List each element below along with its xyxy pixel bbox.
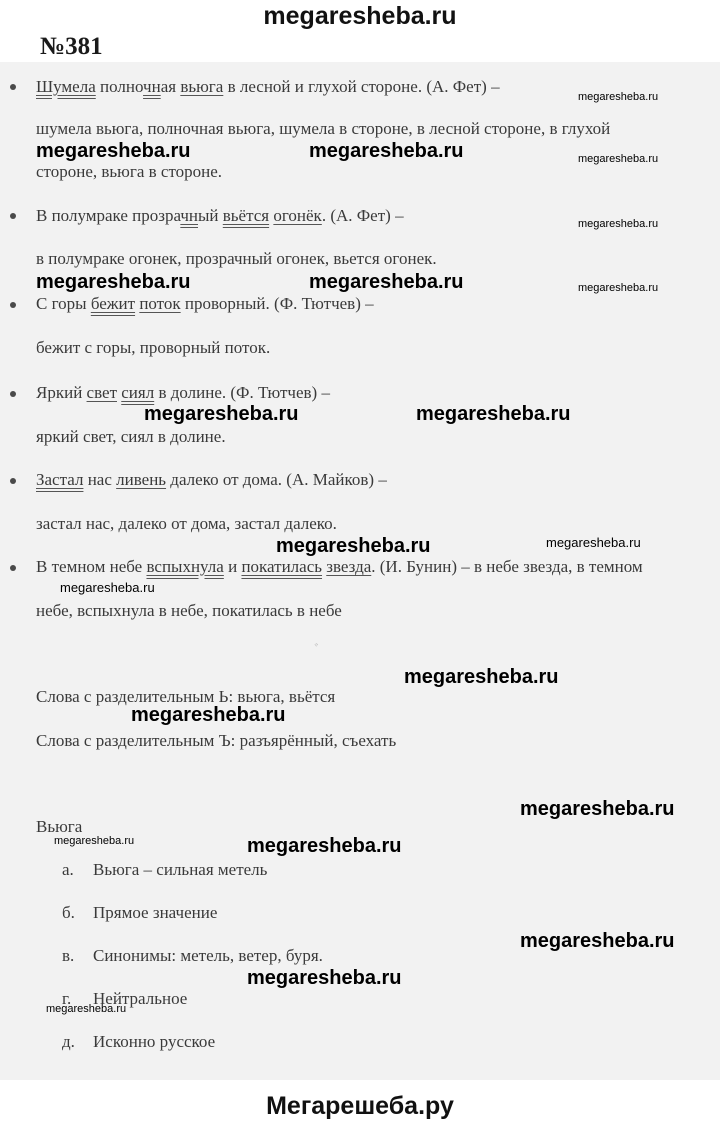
answer-3: бежит с горы, проворный поток. — [36, 338, 271, 357]
bullet — [10, 565, 16, 571]
site-header[interactable]: megaresheba.ru — [263, 2, 457, 30]
letter-group: чн — [143, 77, 161, 96]
watermark-small: megaresheba.ru — [546, 535, 641, 550]
bullet — [10, 84, 16, 90]
watermark: megaresheba.ru — [309, 271, 464, 293]
sentence-3: С горы бежит поток проворный. (Ф. Тютчев) – — [36, 294, 374, 313]
watermark: megaresheba.ru — [520, 930, 675, 952]
subject: звезда — [326, 557, 372, 576]
sentence-2: В полумраке прозрачный вьётся огонёк. (А. Фет) – — [36, 206, 404, 225]
bullet — [10, 302, 16, 308]
watermark-small: megaresheba.ru — [578, 153, 659, 165]
subject: свет — [86, 383, 117, 402]
watermark: megaresheba.ru — [276, 535, 431, 557]
predicate: Шумела — [36, 77, 96, 96]
watermark: megaresheba.ru — [36, 140, 191, 162]
watermark: megaresheba.ru — [520, 798, 675, 820]
answer-2: в полумраке огонек, прозрачный огонек, вьется огонек. — [36, 249, 437, 268]
watermark-small: megaresheba.ru — [578, 282, 659, 294]
bullet — [10, 391, 16, 397]
answer-1-line-1: шумела вьюга, полночная вьюга, шумела в стороне, в лесной стороне, в глухой — [36, 119, 611, 138]
predicate: сиял — [121, 383, 155, 402]
watermark: megaresheba.ru — [36, 271, 191, 293]
predicate: покатилась — [241, 557, 323, 576]
watermark: megaresheba.ru — [131, 704, 286, 726]
scan-mark: ﾞ — [314, 644, 321, 659]
watermark-small: megaresheba.ru — [60, 580, 155, 595]
answer-1-line-2: стороне, вьюга в стороне. — [36, 162, 223, 181]
watermark-small: megaresheba.ru — [46, 1003, 127, 1015]
predicate: бежит — [90, 294, 136, 313]
answer-4: яркий свет, сиял в долине. — [36, 427, 226, 446]
predicate: Застал — [36, 470, 84, 489]
watermark: megaresheba.ru — [309, 140, 464, 162]
item-marker: д. — [62, 1032, 75, 1051]
subject: вьюга — [180, 77, 224, 96]
predicate: вьётся — [222, 206, 270, 225]
sentence-1: Шумела полночная вьюга в лесной и глухой стороне. (А. Фет) – — [36, 77, 500, 96]
sentence-5: Застал нас ливень далеко от дома. (А. Майков) – — [36, 470, 387, 489]
sentence-6: В темном небе вспыхнула и покатилась звезда. (И. Бунин) – в небе звезда, в темном — [36, 557, 643, 576]
watermark: megaresheba.ru — [404, 666, 559, 688]
watermark: megaresheba.ru — [416, 403, 571, 425]
watermark-small: megaresheba.ru — [578, 218, 659, 230]
subject: ливень — [116, 470, 167, 489]
subject: поток — [139, 294, 181, 313]
watermark-small: megaresheba.ru — [578, 91, 659, 103]
bullet — [10, 213, 16, 219]
sentence-4: Яркий свет сиял в долине. (Ф. Тютчев) – — [36, 383, 330, 402]
analysis-title: Вьюга — [36, 817, 83, 836]
item-marker: в. — [62, 946, 75, 965]
bullet — [10, 478, 16, 484]
hard-sign-words: Слова с разделительным Ъ: разъярённый, съехать — [36, 731, 397, 750]
site-footer[interactable]: Мегарешеба.ру — [266, 1092, 454, 1120]
item-marker: г. — [62, 989, 72, 1008]
subject: огонёк — [273, 206, 322, 225]
watermark: megaresheba.ru — [144, 403, 299, 425]
answer-6: небе, вспыхнула в небе, покатилась в небе — [36, 601, 342, 620]
letter-group: чн — [180, 206, 198, 225]
analysis-item: б. Прямое значение — [62, 903, 218, 922]
analysis-item: г. Нейтральное — [62, 989, 188, 1008]
task-number: №381 — [40, 33, 103, 60]
predicate: вспыхнула — [146, 557, 224, 576]
analysis-item: д. Исконно русское — [62, 1032, 216, 1051]
item-marker: а. — [62, 860, 74, 879]
item-marker: б. — [62, 903, 75, 922]
watermark-small: megaresheba.ru — [54, 835, 135, 847]
answer-5: застал нас, далеко от дома, застал далеко. — [36, 514, 337, 533]
analysis-item: в. Синонимы: метель, ветер, буря. — [62, 946, 323, 965]
soft-sign-words: Слова с разделительным Ь: вьюга, вьётся — [36, 687, 336, 706]
watermark: megaresheba.ru — [247, 967, 402, 989]
watermark: megaresheba.ru — [247, 835, 402, 857]
analysis-item: а. Вьюга – сильная метель — [62, 860, 268, 879]
